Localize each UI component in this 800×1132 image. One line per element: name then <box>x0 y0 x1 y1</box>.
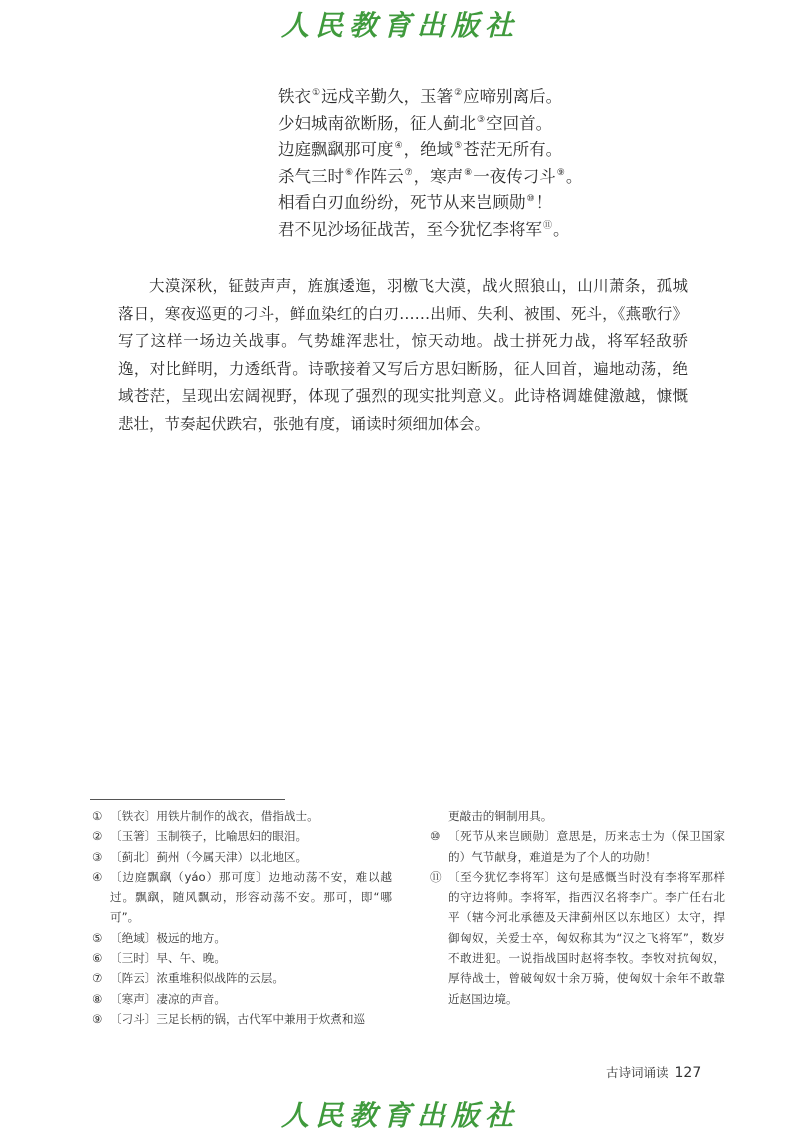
footnote-item <box>430 867 725 1009</box>
footnote-item <box>92 806 392 826</box>
footnote-text: 〔刁斗〕三足长柄的锅，古代军中兼用于炊煮和巡 <box>110 1011 366 1026</box>
poem-text: 君不见沙场征战苦，至今犹忆李将军 <box>278 219 542 239</box>
footnote-text: 〔蓟北〕蓟州（今属天津）以北地区。 <box>110 849 308 864</box>
page-footer <box>606 1063 701 1081</box>
poem <box>278 80 678 239</box>
footnote-item <box>92 928 392 948</box>
footnote-number: ⑪ <box>430 869 442 884</box>
footnote-item <box>92 867 392 928</box>
footnote-marker: ⑩ <box>526 194 535 204</box>
poem-text: 。 <box>565 166 583 186</box>
footnote-item <box>92 847 392 867</box>
poem-text: ，绝域 <box>403 140 454 159</box>
poem-text: ，寒声 <box>413 166 464 186</box>
poem-text: 边庭飘飖那可度 <box>278 140 394 159</box>
poem-text: ！ <box>535 193 553 212</box>
poem-text: 远戍辛勤久，玉箸 <box>321 87 454 106</box>
footnote-number: ① <box>92 809 103 823</box>
footnotes-left-column <box>92 806 392 1029</box>
footnote-text: 〔阵云〕浓重堆积似战阵的云层。 <box>110 971 284 986</box>
footnote-text: 〔玉箸〕玉制筷子，比喻思妇的眼泪。 <box>110 829 308 844</box>
footnote-number: ③ <box>92 849 103 864</box>
footnote-text: 〔边庭飘飖（yáo）那可度〕边地动荡不安，难以越过。飘飖，随风飘动，形容动荡不安。那可，即“哪可”。 <box>110 869 392 925</box>
publisher-logo-bottom: 人民教育出版社 <box>280 1099 519 1132</box>
poem-text: 。 <box>553 219 570 239</box>
poem-text: 铁衣 <box>278 87 311 106</box>
publisher-logo-top: 人民教育出版社 <box>280 9 519 42</box>
poem-text: 苍茫无所有。 <box>463 140 563 159</box>
footnote-text: 〔铁衣〕用铁片制作的战衣，借指战士。 <box>110 809 319 823</box>
footnote-text: 〔绝域〕极远的地方。 <box>110 930 226 945</box>
footnote-item <box>92 826 392 846</box>
footnote-marker: ⑨ <box>556 167 565 178</box>
poem-text: 一夜传刁斗 <box>473 166 556 186</box>
poem-line <box>278 107 678 134</box>
footnote-item <box>92 1009 392 1029</box>
footnote-item <box>92 948 392 968</box>
footnote-marker: ⑧ <box>464 167 473 178</box>
footnote-number: ⑩ <box>430 829 441 844</box>
poem-line <box>278 186 678 213</box>
footnote-marker: ② <box>454 88 463 98</box>
footnote-marker: ③ <box>477 114 486 125</box>
footnote-number: ⑧ <box>92 991 103 1006</box>
footnote-number: ⑤ <box>92 930 103 945</box>
poem-line <box>278 133 678 160</box>
footnote-number: ⑦ <box>92 971 103 986</box>
footnote-marker: ⑥ <box>345 167 354 178</box>
poem-text: 应啼别离后。 <box>463 87 563 106</box>
footer-section-title: 古诗词诵读 <box>606 1065 669 1080</box>
footnote-text: 〔寒声〕凄凉的声音。 <box>110 991 226 1006</box>
footnote-item <box>92 968 392 988</box>
footnote-number: ② <box>92 829 103 844</box>
footnote-item <box>430 826 725 867</box>
footnotes-right-column <box>430 806 725 1009</box>
footnote-text: 〔至今犹忆李将军〕这句是感慨当时没有李将军那样的守边将帅。李将军，指西汉名将李广。李广任右北平（辖今河北承德及天津蓟州区以东地区）太守，捍御匈奴，关爱士卒，匈奴称其为“汉之飞将军”，数岁不敢进犯。一说指战国时赵将李牧。李牧对抗匈奴，厚待战士，曾破匈奴十余万骑，使匈奴十余年不敢靠近赵国边境。 <box>448 869 725 1006</box>
footnote-divider <box>90 799 285 800</box>
footnote-marker: ④ <box>394 141 403 151</box>
footnote-text: 〔死节从来岂顾勋〕意思是，历来志士为（保卫国家的）气节献身，难道是为了个人的功勋！ <box>448 829 725 864</box>
footnote-number: ④ <box>92 869 103 884</box>
poem-text: 少妇城南欲断肠，征人蓟北 <box>278 113 476 133</box>
poem-text: 作阵云 <box>354 166 404 186</box>
footnote-marker: ① <box>312 88 321 98</box>
poem-line <box>278 213 678 240</box>
commentary-paragraph: 大漠深秋，钲鼓声声，旌旗逶迤，羽檄飞大漠，战火照狼山，山川萧条，孤城落日，寒夜巡更的刁斗，鲜血染红的白刃……出师、失利、被围、死斗，《燕歌行》写了这样一场边关战事。气势雄浑悲壮，惊天动地。战士拼死力战，将军轻敌骄逸，对比鲜明，力透纸背。诗歌接着又写后方思妇断肠，征人回首，遍地动荡，绝域苍茫，呈现出宏阔视野，体现了强烈的现实批判意义。此诗格调雄健激越，慷慨悲壮，节奏起伏跌宕，张弛有度，诵读时须细加体会。 <box>118 277 688 433</box>
footnote-marker: ⑤ <box>454 141 463 151</box>
poem-text: 相看白刃血纷纷，死节从来岂顾勋 <box>278 193 526 212</box>
poem-text: 空回首。 <box>486 113 553 133</box>
footnote-number: ⑨ <box>92 1011 103 1026</box>
poem-line <box>278 80 678 107</box>
footnote-item <box>92 989 392 1009</box>
footnote-marker: ⑪ <box>543 220 553 231</box>
footnote-continuation-text: 更敲击的铜制用具。 <box>448 809 553 823</box>
footnote-marker: ⑦ <box>404 167 413 178</box>
poem-line <box>278 160 678 187</box>
poem-text: 杀气三时 <box>278 166 344 186</box>
footnote-continuation <box>430 806 725 826</box>
footnote-text: 〔三时〕早、午、晚。 <box>110 951 226 966</box>
page-number: 127 <box>674 1065 702 1081</box>
footnote-number: ⑥ <box>92 951 103 966</box>
